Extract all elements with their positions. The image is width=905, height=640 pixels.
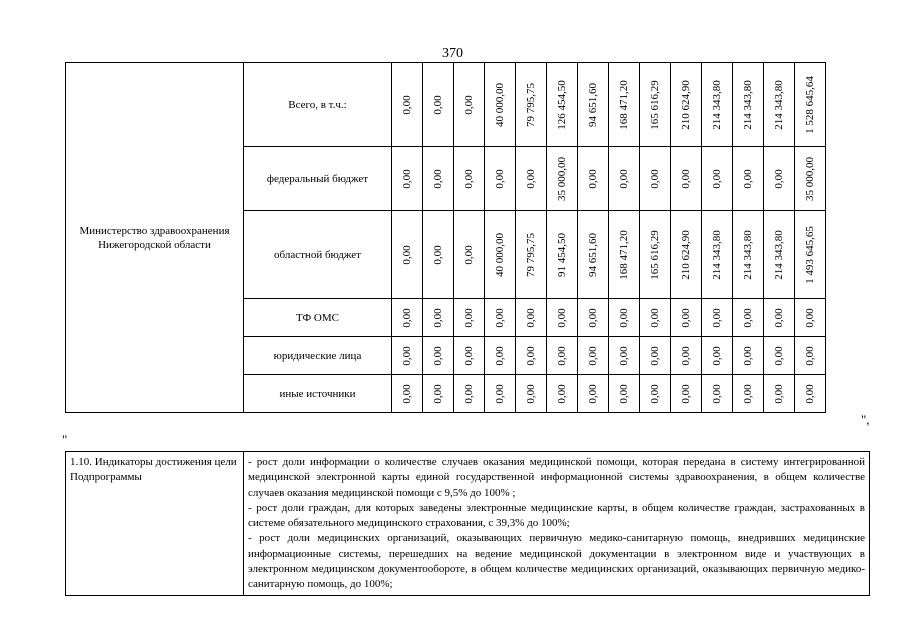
- value-cell: [702, 63, 733, 147]
- value-text: 0,00: [680, 345, 692, 366]
- value-text: 0,00: [432, 94, 444, 115]
- value-text: 0,00: [463, 168, 475, 189]
- value-text: 0,00: [556, 307, 568, 328]
- value-cell: [516, 375, 547, 413]
- value-text: 0,00: [742, 345, 754, 366]
- value-cell: [795, 337, 826, 375]
- value-cell: [423, 337, 454, 375]
- indicators-label: 1.10. Индикаторы достижения цели Подпрограммы: [66, 452, 244, 596]
- value-cell: [764, 299, 795, 337]
- value-cell: [516, 63, 547, 147]
- value-text: 210 624,90: [680, 79, 692, 130]
- value-cell: [795, 299, 826, 337]
- indicator-item: - рост доли медицинских организаций, оказывающих первичную медико-санитарную помощь, внедривших медицинские информационные системы, перешедших на ведение медицинской документации в электронном виде и участвующих в электронном медицинском документообороте, в общем количестве медицинских организаций, оказывающих первичную медико-санитарную помощь, до 100%;: [248, 532, 865, 591]
- value-cell: [640, 375, 671, 413]
- value-cell: [392, 375, 423, 413]
- value-cell: [423, 211, 454, 299]
- page-number: 370: [442, 46, 463, 61]
- value-text: 0,00: [525, 168, 537, 189]
- value-cell: [547, 375, 578, 413]
- value-cell: [671, 211, 702, 299]
- value-text: 94 651,60: [587, 82, 599, 127]
- value-cell: [764, 337, 795, 375]
- value-text: 0,00: [711, 307, 723, 328]
- value-text: 0,00: [587, 383, 599, 404]
- value-text: 40 000,00: [494, 232, 506, 277]
- value-cell: [609, 63, 640, 147]
- value-text: 0,00: [773, 345, 785, 366]
- value-text: 0,00: [773, 168, 785, 189]
- value-cell: [578, 147, 609, 211]
- value-cell: [764, 147, 795, 211]
- value-text: 0,00: [773, 307, 785, 328]
- value-text: 0,00: [742, 383, 754, 404]
- value-text: 0,00: [556, 345, 568, 366]
- value-text: 0,00: [401, 244, 413, 265]
- value-text: 0,00: [804, 307, 816, 328]
- value-cell: [485, 211, 516, 299]
- value-cell: [392, 299, 423, 337]
- closing-quote: ",: [861, 412, 870, 427]
- value-text: 0,00: [432, 383, 444, 404]
- value-text: 0,00: [649, 383, 661, 404]
- value-cell: [671, 337, 702, 375]
- value-cell: [702, 337, 733, 375]
- value-cell: [547, 63, 578, 147]
- funding-source-label: областной бюджет: [244, 211, 392, 299]
- value-text: 0,00: [432, 345, 444, 366]
- value-cell: [578, 299, 609, 337]
- value-text: 214 343,80: [742, 229, 754, 280]
- value-cell: [795, 375, 826, 413]
- value-text: 214 343,80: [711, 229, 723, 280]
- funding-source-label: ТФ ОМС: [244, 299, 392, 337]
- value-text: 0,00: [587, 307, 599, 328]
- value-cell: [547, 147, 578, 211]
- value-text: 0,00: [711, 168, 723, 189]
- value-cell: [454, 63, 485, 147]
- value-text: 168 471,20: [618, 229, 630, 280]
- value-cell: [454, 299, 485, 337]
- value-text: 0,00: [525, 383, 537, 404]
- value-text: 0,00: [401, 345, 413, 366]
- value-cell: [702, 299, 733, 337]
- value-cell: [671, 375, 702, 413]
- value-text: 40 000,00: [494, 82, 506, 127]
- value-cell: [671, 147, 702, 211]
- value-text: 0,00: [680, 383, 692, 404]
- value-text: 0,00: [742, 168, 754, 189]
- value-text: 214 343,80: [773, 79, 785, 130]
- value-cell: [578, 211, 609, 299]
- opening-quote: ": [62, 432, 68, 447]
- value-text: 0,00: [401, 307, 413, 328]
- value-text: 0,00: [494, 383, 506, 404]
- value-text: 94 651,60: [587, 232, 599, 277]
- value-cell: [454, 337, 485, 375]
- value-text: 0,00: [742, 307, 754, 328]
- value-text: 0,00: [618, 168, 630, 189]
- value-cell: [733, 299, 764, 337]
- value-cell: [547, 211, 578, 299]
- value-text: 79 795,75: [525, 232, 537, 277]
- value-text: 79 795,75: [525, 82, 537, 127]
- value-text: 0,00: [804, 345, 816, 366]
- value-cell: [640, 337, 671, 375]
- value-cell: [733, 375, 764, 413]
- value-cell: [640, 211, 671, 299]
- value-cell: [795, 211, 826, 299]
- value-text: 0,00: [463, 307, 475, 328]
- value-text: 0,00: [401, 94, 413, 115]
- value-text: 0,00: [556, 383, 568, 404]
- value-text: 0,00: [401, 383, 413, 404]
- funding-source-label: юридические лица: [244, 337, 392, 375]
- value-cell: [671, 63, 702, 147]
- value-cell: [485, 299, 516, 337]
- value-cell: [485, 147, 516, 211]
- value-cell: [578, 63, 609, 147]
- value-text: 0,00: [494, 307, 506, 328]
- value-cell: [795, 63, 826, 147]
- value-text: 0,00: [587, 345, 599, 366]
- value-cell: [454, 375, 485, 413]
- value-text: 0,00: [680, 168, 692, 189]
- value-cell: [764, 211, 795, 299]
- value-cell: [485, 375, 516, 413]
- value-cell: [423, 63, 454, 147]
- funding-source-label: федеральный бюджет: [244, 147, 392, 211]
- value-text: 168 471,20: [618, 79, 630, 130]
- value-text: 1 493 645,65: [804, 225, 816, 284]
- value-text: 0,00: [463, 94, 475, 115]
- organization-cell: Министерство здравоохранения Нижегородской области: [66, 63, 244, 413]
- value-text: 214 343,80: [742, 79, 754, 130]
- value-text: 0,00: [804, 383, 816, 404]
- value-text: 165 616,29: [649, 229, 661, 280]
- value-text: 165 616,29: [649, 79, 661, 130]
- indicators-text: [244, 452, 870, 596]
- value-text: 0,00: [432, 307, 444, 328]
- value-text: 1 528 645,64: [804, 75, 816, 134]
- value-text: 0,00: [618, 383, 630, 404]
- value-cell: [764, 375, 795, 413]
- value-text: 0,00: [494, 168, 506, 189]
- value-text: 0,00: [649, 307, 661, 328]
- value-cell: [516, 299, 547, 337]
- value-text: 0,00: [463, 383, 475, 404]
- indicators-row: [66, 452, 870, 596]
- value-cell: [547, 299, 578, 337]
- value-cell: [423, 375, 454, 413]
- indicator-item: - рост доли граждан, для которых заведены электронные медицинские карты, в общем количестве граждан, застрахованных в системе обязательного медицинского страхования, с 39,3% до 100%;: [248, 501, 865, 530]
- value-text: 0,00: [649, 168, 661, 189]
- value-cell: [609, 211, 640, 299]
- value-text: 0,00: [494, 345, 506, 366]
- budget-table: [65, 62, 826, 413]
- funding-source-label: иные источники: [244, 375, 392, 413]
- value-cell: [392, 337, 423, 375]
- value-cell: [454, 147, 485, 211]
- value-cell: [392, 63, 423, 147]
- budget-row: [66, 63, 826, 147]
- value-cell: [578, 375, 609, 413]
- value-cell: [516, 211, 547, 299]
- value-text: 0,00: [649, 345, 661, 366]
- value-text: 0,00: [711, 383, 723, 404]
- value-cell: [733, 63, 764, 147]
- value-cell: [609, 337, 640, 375]
- funding-source-label: Всего, в т.ч.:: [244, 63, 392, 147]
- value-text: 0,00: [463, 244, 475, 265]
- value-text: 0,00: [525, 345, 537, 366]
- value-cell: [423, 299, 454, 337]
- value-text: 0,00: [773, 383, 785, 404]
- indicator-item: - рост доли информации о количестве случаев оказания медицинской помощи, которая передана в систему интегрированной медицинской электронной карты единой государственной информационной системы здравоохранения, в общем количестве случаев оказания медицинской помощи с 9,5% до 100% ;: [248, 456, 865, 499]
- value-text: 0,00: [587, 168, 599, 189]
- value-cell: [609, 299, 640, 337]
- value-cell: [609, 375, 640, 413]
- value-cell: [764, 63, 795, 147]
- value-cell: [454, 211, 485, 299]
- value-text: 0,00: [432, 244, 444, 265]
- value-cell: [516, 337, 547, 375]
- value-cell: [516, 147, 547, 211]
- value-text: 0,00: [618, 345, 630, 366]
- value-text: 214 343,80: [773, 229, 785, 280]
- value-cell: [733, 337, 764, 375]
- value-text: 214 343,80: [711, 79, 723, 130]
- value-cell: [671, 299, 702, 337]
- value-text: 35 000,00: [556, 156, 568, 201]
- value-cell: [640, 299, 671, 337]
- value-cell: [547, 337, 578, 375]
- value-text: 210 624,90: [680, 229, 692, 280]
- value-cell: [640, 63, 671, 147]
- value-text: 35 000,00: [804, 156, 816, 201]
- value-text: 0,00: [618, 307, 630, 328]
- value-cell: [578, 337, 609, 375]
- value-cell: [392, 211, 423, 299]
- value-text: 91 454,50: [556, 232, 568, 277]
- value-text: 126 454,50: [556, 79, 568, 130]
- value-cell: [733, 211, 764, 299]
- value-cell: [423, 147, 454, 211]
- indicators-table: [65, 451, 870, 596]
- value-text: 0,00: [680, 307, 692, 328]
- value-text: 0,00: [711, 345, 723, 366]
- value-text: 0,00: [525, 307, 537, 328]
- value-cell: [609, 147, 640, 211]
- value-text: 0,00: [432, 168, 444, 189]
- value-cell: [485, 337, 516, 375]
- value-cell: [485, 63, 516, 147]
- value-cell: [795, 147, 826, 211]
- value-cell: [640, 147, 671, 211]
- value-text: 0,00: [401, 168, 413, 189]
- value-cell: [392, 147, 423, 211]
- value-cell: [702, 147, 733, 211]
- value-cell: [702, 211, 733, 299]
- value-cell: [702, 375, 733, 413]
- value-text: 0,00: [463, 345, 475, 366]
- value-cell: [733, 147, 764, 211]
